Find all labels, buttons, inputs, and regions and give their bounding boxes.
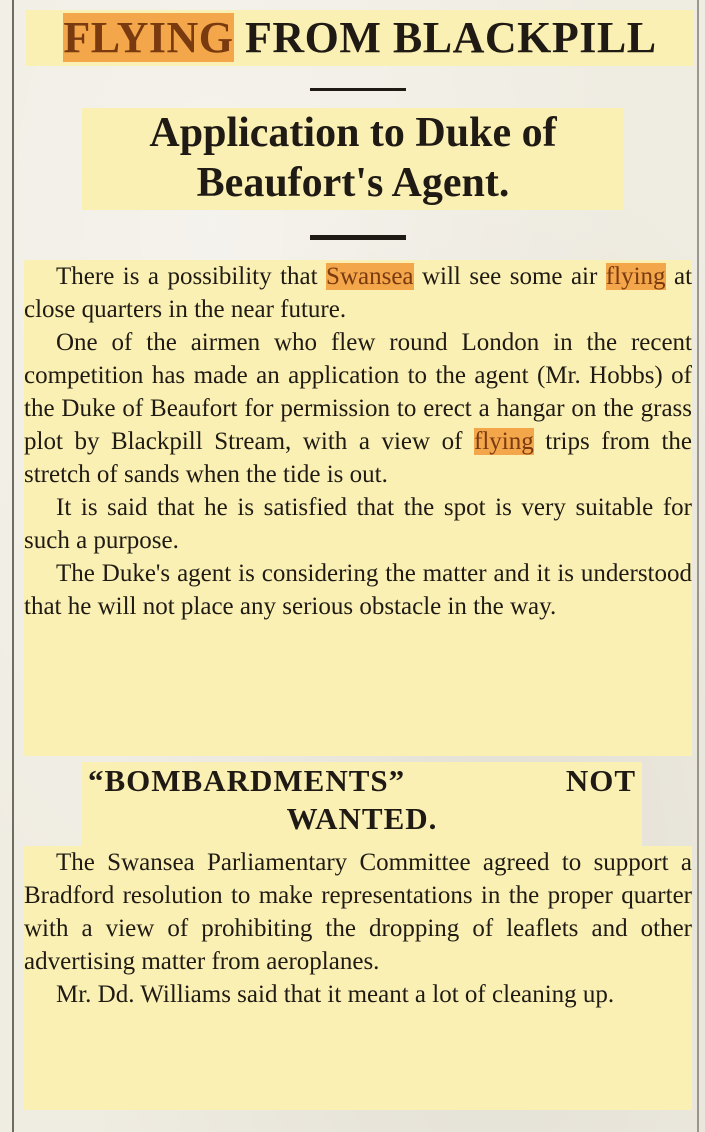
section-heading-left: “BOMBARDMENTS” xyxy=(88,763,406,798)
headline xyxy=(26,10,694,66)
subheadline xyxy=(82,108,624,210)
section-paragraph-2: Mr. Dd. Williams said that it meant a lot of cleaning up. xyxy=(56,981,615,1008)
headline-highlight: FLYING xyxy=(63,13,234,62)
divider-rule-top xyxy=(310,88,406,91)
column-rule-right xyxy=(697,0,699,1132)
article-paragraph-3: It is said that he is satisfied that the spot is very suitable for such a purpose. xyxy=(24,494,692,554)
section-heading xyxy=(82,762,642,846)
article-paragraph-4: The Duke's agent is considering the matter and it is understood that he will not place any serious obstacle in the way. xyxy=(24,560,692,620)
section-paragraph-1: The Swansea Parliamentary Committee agreed to support a Bradford resolution to make representations in the proper quarter with a view of prohibiting the dropping of leaflets and other advertising matter from aeroplanes. xyxy=(24,849,692,975)
subheadline-line2: Beaufort's Agent. xyxy=(196,160,510,206)
section-heading-right: NOT xyxy=(565,763,636,798)
highlight-flying: flying xyxy=(605,263,666,290)
highlight-flying-2: flying xyxy=(474,428,534,455)
divider-rule-bottom xyxy=(310,235,406,240)
subheadline-line1: Application to Duke of xyxy=(149,110,557,156)
section-body xyxy=(24,846,692,1110)
column-rule-left xyxy=(12,0,14,1132)
headline-rest: FROM BLACKPILL xyxy=(233,13,657,62)
article-paragraph-1: There is a possibility that Swansea will see some air flying at close quarters in the near future. xyxy=(24,263,693,323)
section-heading-line2: WANTED. xyxy=(286,801,438,836)
article-body xyxy=(24,260,692,756)
highlight-swansea: Swansea xyxy=(326,263,414,290)
article-paragraph-2: One of the airmen who flew round London in the recent competition has made an application to the agent (Mr. Hobbs) of the Duke of Beaufort for permission to erect a hangar on the grass plot by Blackpill Stream, with a view of flying trips from the stretch of sands when the tide is out. xyxy=(24,329,692,488)
